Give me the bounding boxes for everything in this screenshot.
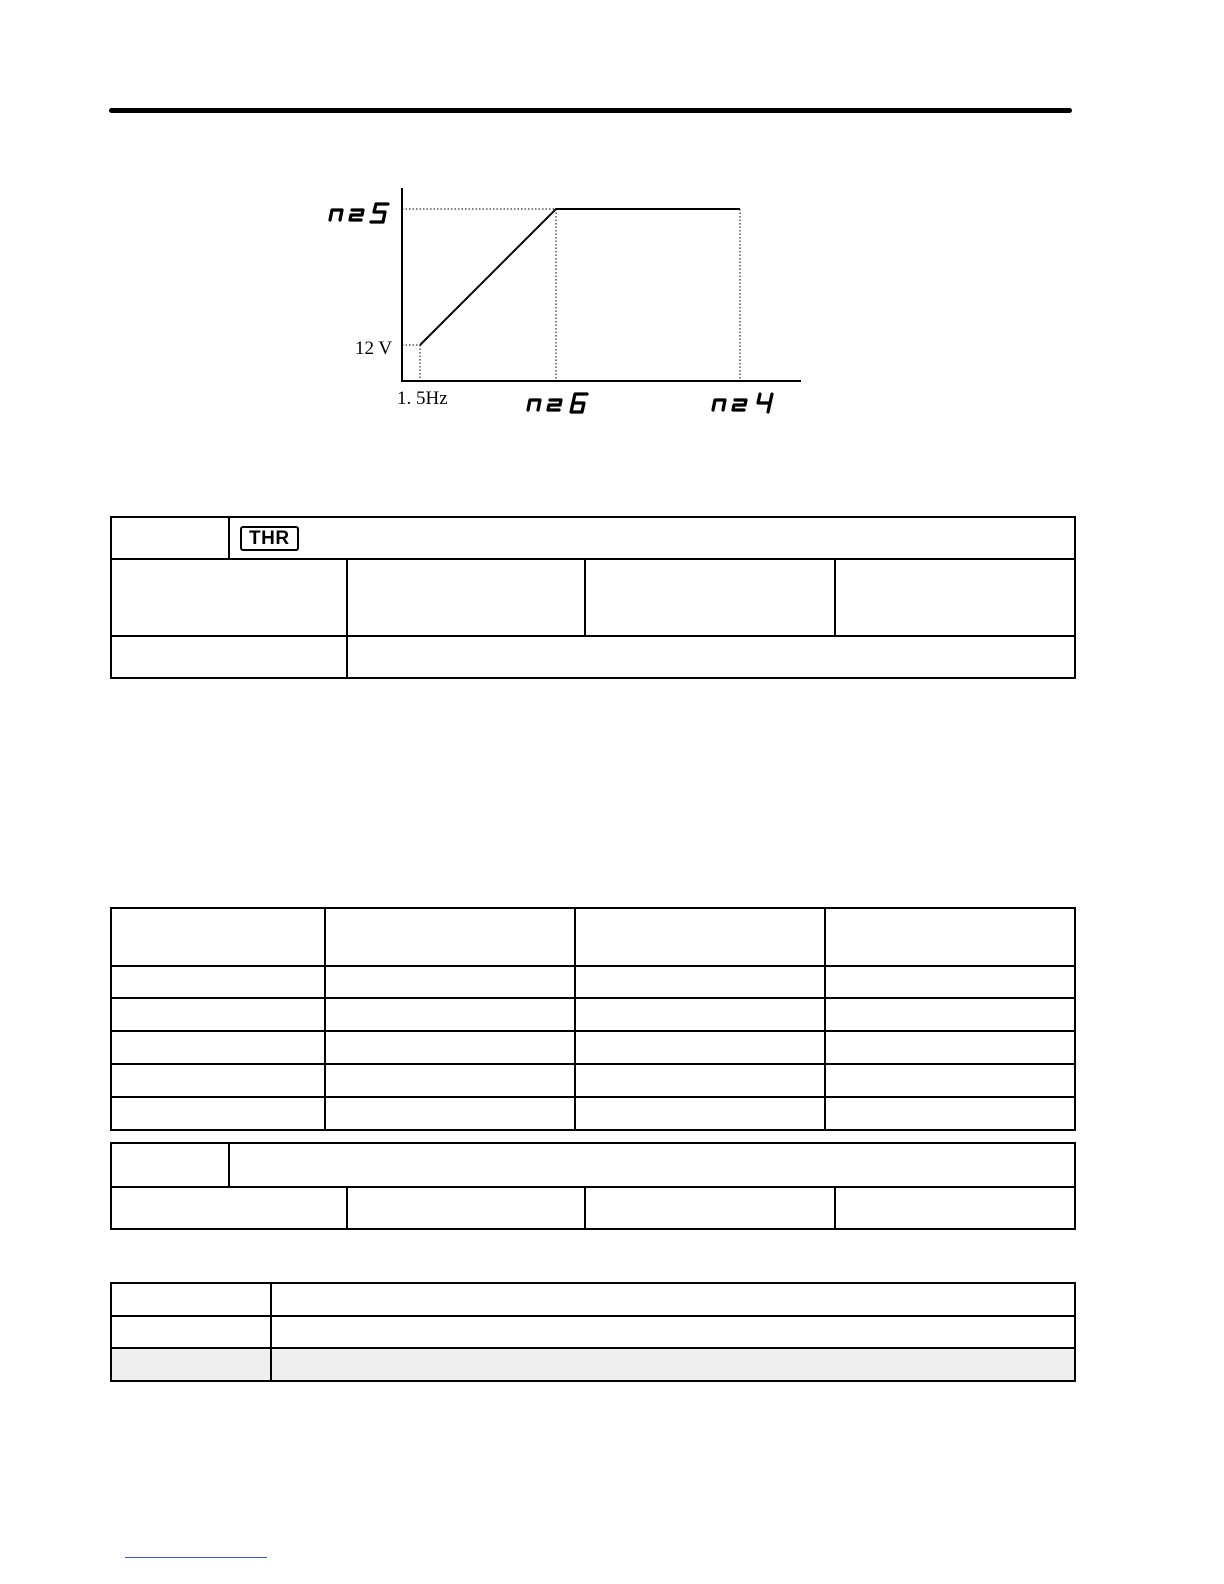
y-low-label: 12 V <box>355 338 393 359</box>
setting-range-cell <box>347 559 585 636</box>
n25-seven-segment-label <box>330 204 388 222</box>
table-row <box>111 1097 1075 1130</box>
change-during-run-label-cell <box>111 636 347 678</box>
table-row <box>111 1316 1075 1348</box>
footer-link-underline <box>125 1557 267 1558</box>
v-f-curve <box>420 209 740 345</box>
param-name-cell <box>229 517 1075 559</box>
parameter-table-2 <box>110 1142 1076 1230</box>
table-row <box>111 998 1075 1031</box>
setting-range-label-cell <box>111 1187 347 1229</box>
unit-cell <box>585 559 835 636</box>
unit-cell <box>585 1187 835 1229</box>
n24-seven-segment-label <box>713 394 772 412</box>
param-no-cell <box>111 1143 229 1187</box>
header-cell <box>111 908 325 966</box>
header-cell <box>575 908 825 966</box>
table-header-row <box>111 908 1075 966</box>
thr-parameter-table <box>110 516 1076 679</box>
setting-range-label-cell <box>111 559 347 636</box>
param-name-cell <box>229 1143 1075 1187</box>
header-cell <box>325 908 575 966</box>
default-cell <box>835 1187 1075 1229</box>
n26-seven-segment-label <box>528 394 587 412</box>
param-no-cell <box>111 517 229 559</box>
settings-table <box>110 1282 1076 1382</box>
default-cell <box>835 559 1075 636</box>
x-start-label: 1. 5Hz <box>397 388 448 409</box>
table-row <box>111 966 1075 998</box>
table-row <box>111 1348 1075 1381</box>
table-row <box>111 1064 1075 1097</box>
setting-range-cell <box>347 1187 585 1229</box>
change-during-run-cell <box>347 636 1075 678</box>
data-table <box>110 907 1076 1131</box>
voltage-frequency-graph <box>0 0 1224 460</box>
header-cell <box>825 908 1075 966</box>
thr-badge: THR <box>240 526 299 551</box>
table-row <box>111 1031 1075 1064</box>
table-header-row <box>111 1283 1075 1316</box>
